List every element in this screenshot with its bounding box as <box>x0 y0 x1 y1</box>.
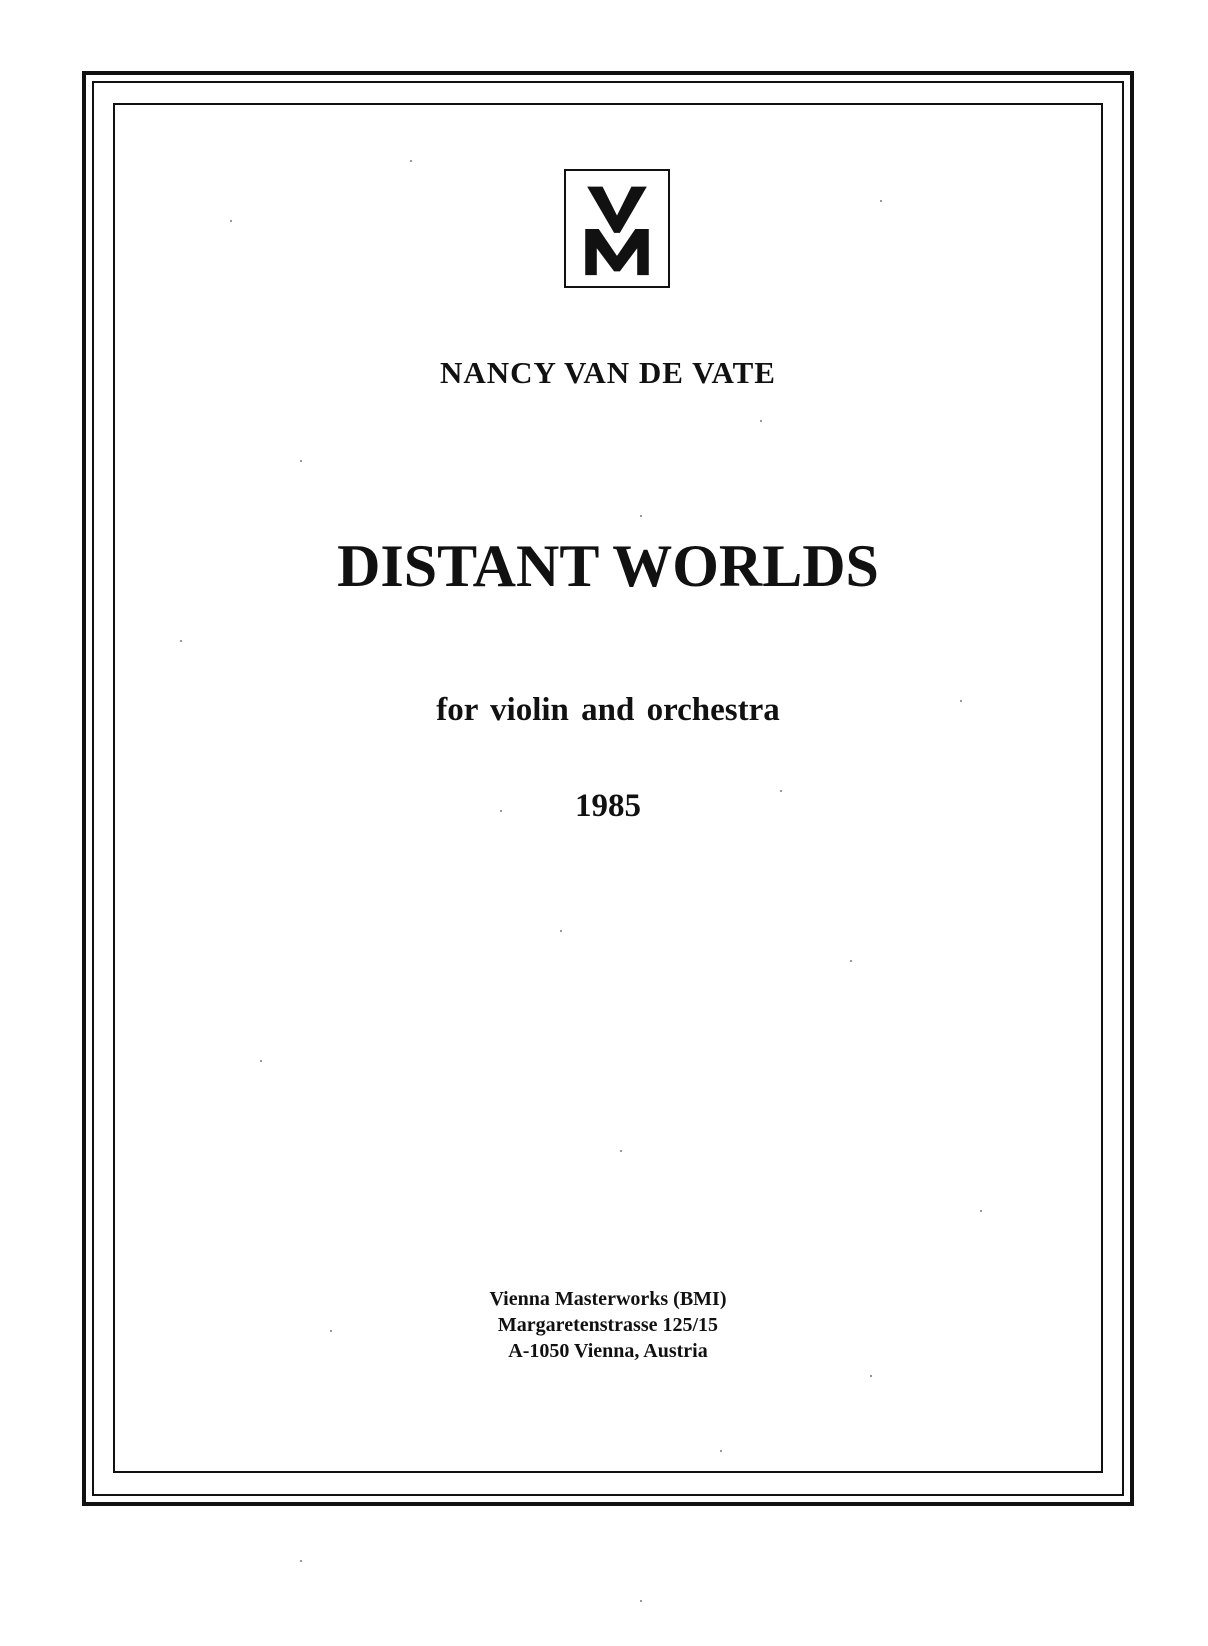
scan-speck <box>180 640 182 642</box>
scan-speck <box>760 420 762 422</box>
scan-speck <box>880 200 882 202</box>
scan-speck <box>410 160 412 162</box>
scan-speck <box>260 1060 262 1062</box>
scan-speck <box>330 1330 332 1332</box>
scan-speck <box>500 810 502 812</box>
scan-speck <box>960 700 962 702</box>
scan-speck <box>640 1600 642 1602</box>
scan-speck <box>560 930 562 932</box>
scan-speck <box>980 1210 982 1212</box>
scan-speck <box>720 1450 722 1452</box>
scan-speck <box>300 460 302 462</box>
publisher-city: A-1050 Vienna, Austria <box>508 1340 708 1362</box>
scan-speck <box>780 790 782 792</box>
scan-speck <box>620 1150 622 1152</box>
composer-name: NANCY VAN DE VATE <box>440 355 776 390</box>
scan-speck <box>870 1375 872 1377</box>
composition-year: 1985 <box>575 788 641 824</box>
page-title: DISTANT WORLDS <box>337 533 879 599</box>
scan-speck <box>850 960 852 962</box>
scan-speck <box>230 220 232 222</box>
vm-logo-icon <box>564 169 670 288</box>
publisher-name: Vienna Masterworks (BMI) <box>489 1288 727 1310</box>
instrumentation: for violin and orchestra <box>436 692 780 728</box>
scan-speck <box>640 515 642 517</box>
publisher-street: Margaretenstrasse 125/15 <box>497 1314 719 1336</box>
scan-speck <box>300 1560 302 1562</box>
